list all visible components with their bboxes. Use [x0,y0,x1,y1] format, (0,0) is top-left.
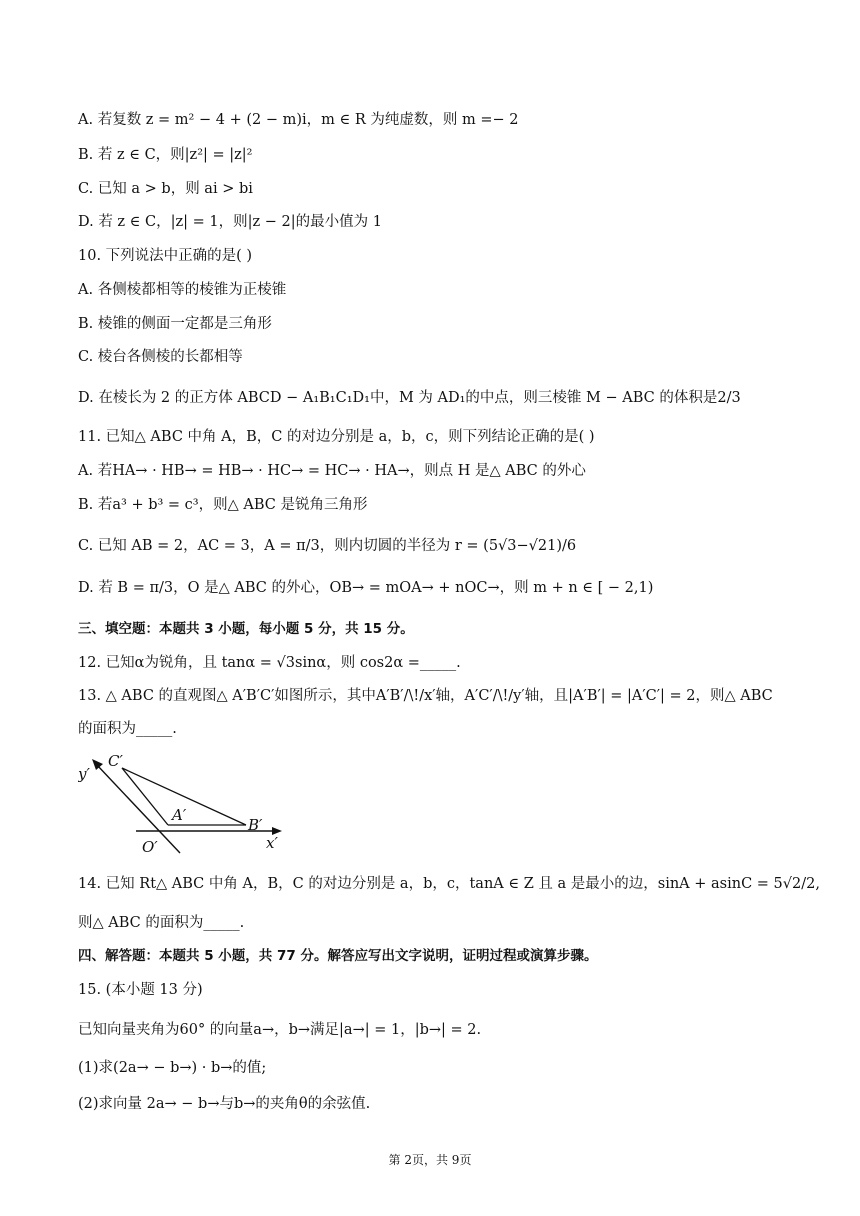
label-c-prime: C′ [108,752,123,770]
question-11: 11. 已知△ ABC 中角 A，B，C 的对边分别是 a，b，c，则下列结论正确的是( ) [78,429,595,445]
page-footer: 第 2页，共 9页 [388,1153,472,1167]
question-15-part1: (1)求(2a→ − b→) · b→的值; [78,1060,267,1076]
y-axis-line [97,765,180,853]
section-heading-fill-in: 三、填空题：本题共 3 小题，每小题 5 分，共 15 分。 [78,621,414,637]
option-9b: B. 若 z ∈ C，则|z²| = |z|² [78,147,253,163]
option-11b: B. 若a³ + b³ = c³，则△ ABC 是锐角三角形 [78,497,368,513]
label-a-prime: A′ [172,806,187,824]
option-11c: C. 已知 AB = 2，AC = 3，A = π/3，则内切圆的半径为 r = (5√3−√21)/6 [78,538,577,554]
question-14-cont: 则△ ABC 的面积为_____. [78,915,245,931]
option-10a: A. 各侧棱都相等的棱锥为正棱锥 [78,282,287,298]
question-15-header: 15. (本小题 13 分) [78,982,203,998]
question-13-cont: 的面积为_____. [78,721,177,737]
option-10b: B. 棱锥的侧面一定都是三角形 [78,316,272,332]
option-11a: A. 若HA→ · HB→ = HB→ · HC→ = HC→ · HA→，则点 H 是△ ABC 的外心 [78,463,586,479]
option-9c: C. 已知 a > b，则 ai > bi [78,181,253,197]
question-10: 10. 下列说法中正确的是( ) [78,248,253,264]
y-axis-arrowhead [92,759,103,770]
label-x-prime: x′ [266,834,278,852]
question-13: 13. △ ABC 的直观图△ A′B′C′如图所示，其中A′B′/\!/x′轴，A′C′/\!/y′轴，且|A′B′| = |A′C′| = 2，则△ ABC [78,688,773,704]
oblique-projection-figure [78,752,288,856]
option-9a: A. 若复数 z = m² − 4 + (2 − m)i，m ∈ R 为纯虚数，则 m =− 2 [78,112,519,128]
option-10d: D. 在棱长为 2 的正方体 ABCD − A₁B₁C₁D₁中，M 为 AD₁的中点，则三棱锥 M − ABC 的体积是2/3 [78,390,741,406]
question-15-stem: 已知向量夹角为60° 的向量a→，b→满足|a→| = 1，|b→| = 2. [78,1022,482,1038]
question-14: 14. 已知 Rt△ ABC 中角 A，B，C 的对边分别是 a，b，c，tanA ∈ Z 且 a 是最小的边，sinA + asinC = 5√2/2, [78,876,820,892]
option-10c: C. 棱台各侧棱的长都相等 [78,349,243,365]
label-b-prime: B′ [248,816,263,834]
label-y-prime: y′ [78,765,90,783]
option-9d: D. 若 z ∈ C，|z| = 1，则|z − 2|的最小值为 1 [78,214,382,230]
question-15-part2: (2)求向量 2a→ − b→与b→的夹角θ的余弦值. [78,1096,371,1112]
section-heading-answers: 四、解答题：本题共 5 小题，共 77 分。解答应写出文字说明，证明过程或演算步骤。 [78,948,598,964]
option-11d: D. 若 B = π/3，O 是△ ABC 的外心，OB→ = mOA→ + nOC→，则 m + n ∈ [ − 2,1) [78,580,654,596]
question-12: 12. 已知α为锐角，且 tanα = √3sinα，则 cos2α =_____. [78,655,461,671]
label-o-prime: O′ [142,838,158,856]
